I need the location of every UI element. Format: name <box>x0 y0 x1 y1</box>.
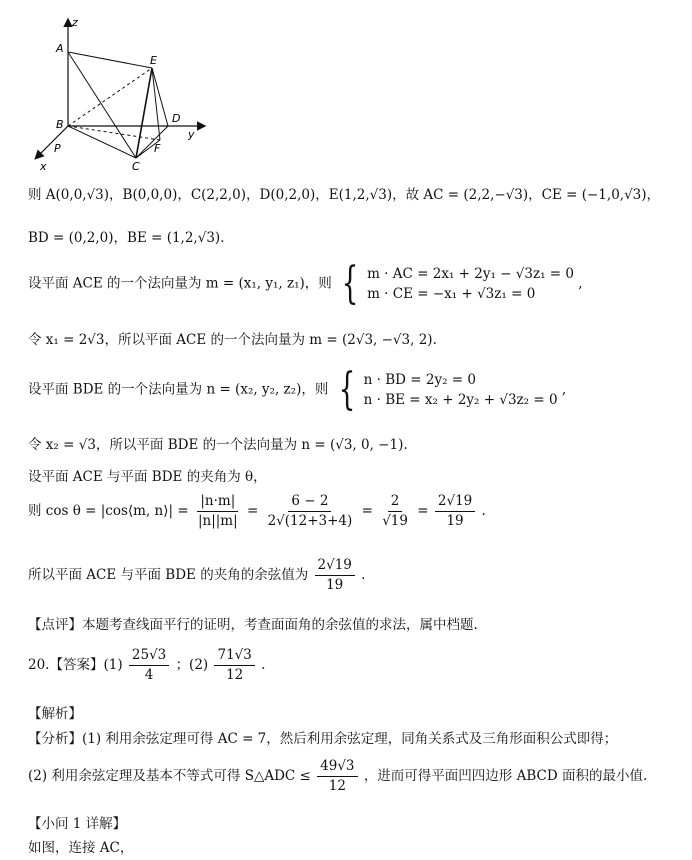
angle-setup: 设平面 ACE 与平面 BDE 的夹角为 θ， <box>28 469 267 485</box>
answer-frac-2: $\frac{71√3}{12}$ <box>214 647 254 684</box>
label-E: E <box>150 54 157 67</box>
system-n-eq1: n · BD = 2y₂ = 0 <box>363 372 476 388</box>
normal-n-result: 令 x₂ = √3，所以平面 BDE 的一个法向量为 n = (√3, 0, −1). <box>28 437 408 453</box>
system-m-eq2: m · CE = −x₁ + √3z₁ = 0 <box>367 286 536 302</box>
label-A: A <box>56 42 64 55</box>
conclusion-frac: $\frac{2√19}{19}$ <box>315 557 355 594</box>
cosine-conclusion: 所以平面 ACE 与平面 BDE 的夹角的余弦值为 $\frac{2√19}{19}$ . <box>28 557 366 593</box>
system-n-eq2: n · BE = x₂ + 2y₂ + √3z₂ = 0 <box>363 392 558 408</box>
label-y: y <box>188 128 195 141</box>
normal-m-prefix: 设平面 ACE 的一个法向量为 m = (x₁, y₁, z₁)，则 <box>28 275 332 292</box>
label-x: x <box>40 160 47 172</box>
label-C: C <box>132 160 140 172</box>
analysis-part-2: (2) 利用余弦定理及基本不等式可得 S△ADC ≤ $\frac{49√3}{12}$ ，进而可得平面凹四边形 ABCD 面积的最小值. <box>28 758 648 794</box>
label-P: P <box>54 142 61 155</box>
normal-n-prefix: 设平面 BDE 的一个法向量为 n = (x₂, y₂, z₂)，则 <box>28 381 329 398</box>
cosine-prefix: 则 cos θ = |cos⟨m, n⟩| = <box>28 503 189 519</box>
cos-frac-3: $\frac{2}{√19}$ <box>382 493 408 529</box>
normal-m-result: 令 x₁ = 2√3，所以平面 ACE 的一个法向量为 m = (2√3, −√3, 2). <box>28 332 437 348</box>
geometry-figure <box>28 12 228 172</box>
cos-frac-1: $\frac{|n\cdot m|}{|n||m|}$ <box>197 493 238 529</box>
area-bound-frac: $\frac{49√3}{12}$ <box>317 758 357 795</box>
subquestion-1-header: 【小问 1 详解】 <box>28 816 127 832</box>
cos-frac-4: $\frac{2√19}{19}$ <box>435 493 475 530</box>
coords-line-1: 则 A(0,0,√3)，B(0,0,0)，C(2,2,0)，D(0,2,0)，E(1,2,√3)，故 AC = (2,2,−√3)，CE = (−1,0,√3)， <box>28 187 661 203</box>
subquestion-1-start: 如图，连接 AC， <box>28 840 134 856</box>
coords-line-2: BD = (0,2,0)，BE = (1,2,√3). <box>28 230 225 246</box>
system-m-eq1: m · AC = 2x₁ + 2y₁ − √3z₁ = 0 <box>367 266 574 282</box>
answer-20: 20.【答案】(1) $\frac{25√3}{4}$ ；(2) $\frac{71√3}{12}$ . <box>28 647 266 683</box>
comment-line: 【点评】本题考查线面平行的证明，考查面面角的余弦值的求法，属中档题. <box>28 617 478 633</box>
normal-m-setup: 设平面 ACE 的一个法向量为 m = (x₁, y₁, z₁)，则 { m · AC = 2x₁ + 2y₁ − √3z₁ = 0 m · CE = −x₁ + √3z₁ = 0 , <box>28 258 583 309</box>
answer-frac-1: $\frac{25√3}{4}$ <box>129 647 169 684</box>
equation-system-n: { n · BD = 2y₂ = 0 n · BE = x₂ + 2y₂ + √3z₂ = 0 <box>338 364 558 415</box>
label-B: B <box>56 118 64 131</box>
label-D: D <box>172 112 181 125</box>
cosine-calculation: 则 cos θ = |cos⟨m, n⟩| = $\frac{|n\cdot m|}{|n||m|}$ = $\frac{6 - 2}{2√(12+3+4)}$ = $\frac{2}{√19}$ = $\frac{2√19}{19}$ . <box>28 493 486 529</box>
label-z: z <box>72 16 78 29</box>
cos-frac-2: $\frac{6 - 2}{2√(12+3+4)}$ <box>267 493 353 529</box>
normal-n-setup: 设平面 BDE 的一个法向量为 n = (x₂, y₂, z₂)，则 { n · BD = 2y₂ = 0 n · BE = x₂ + 2y₂ + √3z₂ = 0 , <box>28 364 567 415</box>
equation-system-m: { m · AC = 2x₁ + 2y₁ − √3z₁ = 0 m · CE = −x₁ + √3z₁ = 0 <box>341 258 574 309</box>
label-F: F <box>154 142 161 155</box>
analysis-part-1: 【分析】(1) 利用余弦定理可得 AC = 7，然后利用余弦定理，同角关系式及三角形面积公式即得； <box>28 731 618 747</box>
analysis-header: 【解析】 <box>28 706 82 722</box>
